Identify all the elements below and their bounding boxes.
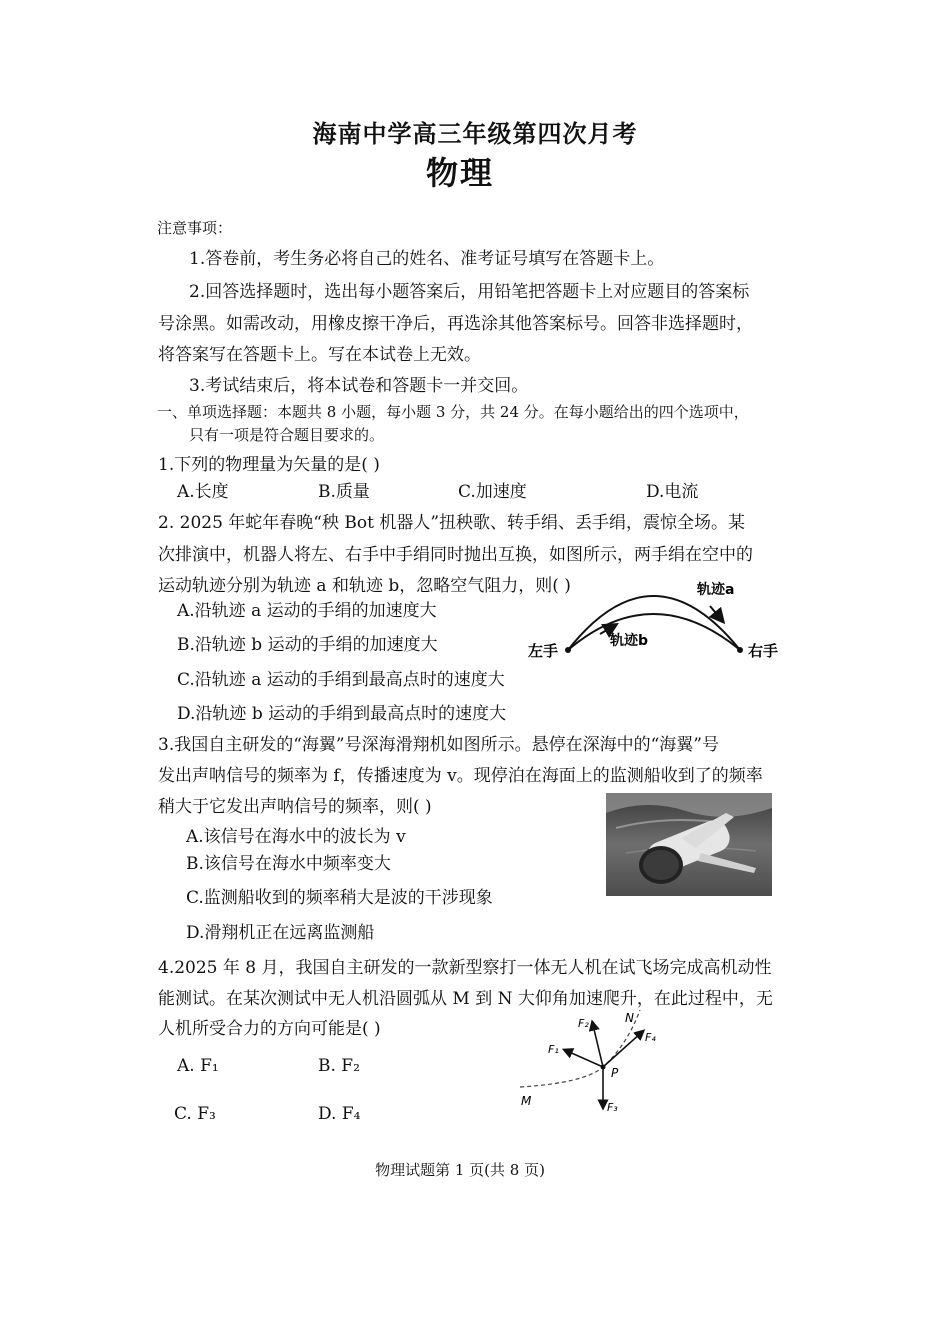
note-item-3: 3.考试结束后，将本试卷和答题卡一并交回。	[189, 376, 529, 396]
q3-stem-line2: 发出声呐信号的频率为 f，传播速度为 v。现停泊在海面上的监测船收到了的频率	[158, 766, 763, 786]
glider-photo	[606, 793, 772, 896]
right-hand-point	[737, 647, 743, 653]
q1-option-b: B.质量	[318, 482, 370, 502]
page-footer: 物理试题第 1 页(共 8 页)	[375, 1161, 545, 1179]
trajectory-b-label: 轨迹b	[610, 633, 649, 649]
q1-option-c: C.加速度	[458, 482, 527, 502]
m-label: M	[521, 1094, 532, 1108]
q4-stem-line1: 4.2025 年 8 月，我国自主研发的一款新型察打一体无人机在试飞场完成高机动性	[158, 958, 772, 978]
q4-stem-line3: 人机所受合力的方向可能是( )	[158, 1019, 381, 1039]
trajectory-a-curve	[568, 596, 740, 650]
q3-stem-line3: 稍大于它发出声呐信号的频率，则( )	[158, 797, 432, 817]
q4-option-a: A. F₁	[177, 1056, 219, 1076]
exam-title: 海南中学高三年级第四次月考	[312, 120, 638, 148]
f3-label: F₃	[607, 1101, 618, 1114]
q4-stem-line2: 能测试。在某次测试中无人机沿圆弧从 M 到 N 大仰角加速爬升，在此过程中，无	[158, 989, 773, 1009]
q1-option-a: A.长度	[177, 482, 229, 502]
q1-stem: 1.下列的物理量为矢量的是( )	[158, 455, 380, 475]
q2-stem-line1: 2. 2025 年蛇年春晚“秧 Bot 机器人”扭秧歌、转手绢、丢手绢，震惊全场。某	[158, 513, 746, 533]
trajectory-figure	[520, 570, 800, 670]
q3-option-b: B.该信号在海水中频率变大	[186, 854, 391, 874]
note-item-1: 1.答卷前，考生务必将自己的姓名、准考证号填写在答题卡上。	[189, 249, 665, 269]
q3-stem-line1: 3.我国自主研发的“海翼”号深海滑翔机如图所示。悬停在深海中的“海翼”号	[158, 735, 719, 755]
subject-title: 物理	[425, 154, 494, 192]
note-item-2-line3: 将答案写在答题卡上。写在本试卷上无效。	[158, 345, 481, 365]
q4-option-d: D. F₄	[318, 1104, 361, 1124]
q2-stem-line3: 运动轨迹分别为轨迹 a 和轨迹 b，忽略空气阻力，则( )	[158, 576, 571, 596]
q1-option-d: D.电流	[646, 482, 699, 502]
force-diagram	[515, 1005, 675, 1125]
q3-option-c: C.监测船收到的频率稍大是波的干涉现象	[186, 888, 493, 908]
q2-option-c: C.沿轨迹 a 运动的手绢到最高点时的速度大	[177, 670, 505, 690]
trajectory-b-curve	[568, 614, 740, 650]
q4-option-c: C. F₃	[174, 1104, 216, 1124]
q4-option-b: B. F₂	[318, 1056, 360, 1076]
note-item-2-line1: 2.回答选择题时，选出每小题答案后，用铅笔把答题卡上对应题目的答案标	[189, 282, 750, 302]
left-hand-point	[565, 647, 571, 653]
f4-arrow	[603, 1033, 641, 1067]
p-label: P	[611, 1066, 619, 1080]
f2-arrow	[593, 1025, 603, 1067]
q2-option-a: A.沿轨迹 a 运动的手绢的加速度大	[177, 601, 437, 621]
section1-line2: 只有一项是符合题目要求的。	[189, 426, 385, 444]
note-item-2-line2: 号涂黑。如需改动，用橡皮擦干净后，再选涂其他答案标号。回答非选择题时，	[158, 314, 753, 334]
trajectory-a-label: 轨迹a	[697, 582, 735, 598]
q2-stem-line2: 次排演中，机器人将左、右手中手绢同时抛出互换，如图所示，两手绢在空中的	[158, 545, 753, 565]
q3-option-a: A.该信号在海水中的波长为 v	[186, 827, 406, 847]
right-hand-label: 右手	[748, 642, 779, 660]
q2-option-b: B.沿轨迹 b 运动的手绢的加速度大	[177, 635, 438, 655]
f1-arrow	[567, 1051, 603, 1067]
f4-label: F₄	[645, 1031, 656, 1044]
left-hand-label: 左手	[528, 642, 559, 660]
f2-label: F₂	[578, 1017, 589, 1030]
f1-label: F₁	[548, 1043, 559, 1056]
notes-heading: 注意事项：	[157, 219, 233, 237]
q3-option-d: D.滑翔机正在远离监测船	[186, 923, 375, 943]
trajectory-a-arrow	[710, 606, 720, 618]
n-label: N	[625, 1011, 634, 1025]
section1-line1: 一、单项选择题：本题共 8 小题，每小题 3 分，共 24 分。在每小题给出的四个选项中，	[157, 403, 749, 421]
q2-option-d: D.沿轨迹 b 运动的手绢到最高点时的速度大	[177, 704, 507, 724]
